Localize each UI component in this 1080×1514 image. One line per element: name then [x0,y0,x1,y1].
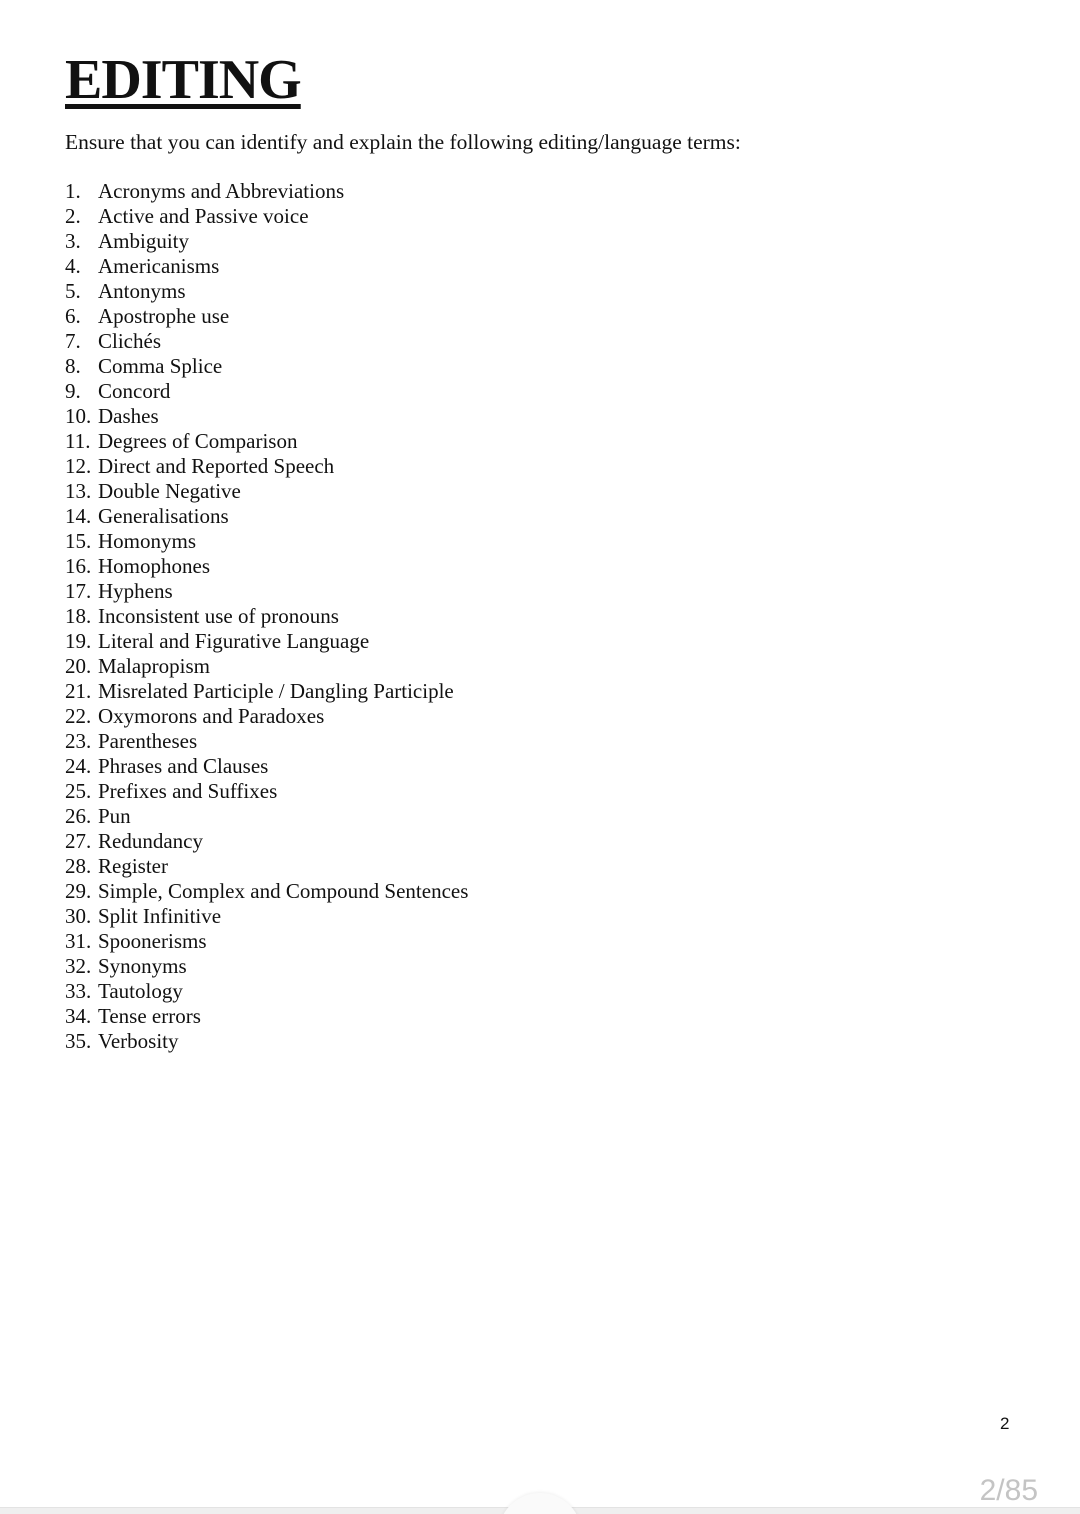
list-item [65,429,468,454]
list-item-number: 26. [65,804,92,828]
list-item-number: 18. [65,604,92,628]
page-title: EDITING [65,49,301,111]
list-item-number: 9. [65,379,81,403]
intro-text: Ensure that you can identify and explain the following editing/language terms: [65,130,741,154]
list-item-number: 7. [65,329,81,353]
list-item-label: Split Infinitive [98,904,222,928]
list-item-number: 15. [65,529,92,553]
list-item-label: Degrees of Comparison [98,429,298,453]
list-item-number: 23. [65,729,92,753]
list-item-number: 30. [65,904,92,928]
list-item-number: 25. [65,779,92,803]
list-item [65,629,468,654]
list-item-label: Prefixes and Suffixes [98,779,278,803]
terms-list [65,179,468,1054]
list-item-number: 8. [65,354,81,378]
list-item-number: 14. [65,504,92,528]
list-item-label: Apostrophe use [98,304,230,328]
list-item-label: Acronyms and Abbreviations [98,179,345,203]
list-item-number: 24. [65,754,92,778]
list-item [65,904,468,929]
list-item-number: 32. [65,954,92,978]
list-item [65,379,468,404]
list-item [65,279,468,304]
list-item [65,529,468,554]
page-counter: 2/85 [979,1474,1038,1507]
list-item [65,1004,468,1029]
scroll-handle[interactable] [498,1493,582,1514]
list-item-number: 21. [65,679,92,703]
list-item-label: Homophones [98,554,210,578]
list-item-number: 3. [65,229,81,253]
list-item-label: Literal and Figurative Language [98,629,370,653]
list-item-number: 5. [65,279,81,303]
list-item [65,579,468,604]
list-item [65,304,468,329]
list-item-number: 6. [65,304,81,328]
list-item [65,179,468,204]
list-item-label: Americanisms [98,254,220,278]
list-item-number: 13. [65,479,92,503]
list-item-label: Homonyms [98,529,197,553]
list-item [65,204,468,229]
list-item-number: 29. [65,879,92,903]
list-item [65,329,468,354]
list-item [65,229,468,254]
list-item-label: Dashes [98,404,159,428]
list-item [65,779,468,804]
list-item-label: Pun [98,804,131,828]
list-item [65,829,468,854]
list-item-number: 19. [65,629,92,653]
list-item [65,754,468,779]
list-item-label: Spoonerisms [98,929,207,953]
list-item-label: Misrelated Participle / Dangling Participle [98,679,454,703]
list-item-label: Simple, Complex and Compound Sentences [98,879,469,903]
list-item-number: 2. [65,204,81,228]
list-item-label: Inconsistent use of pronouns [98,604,339,628]
list-item-number: 16. [65,554,92,578]
list-item-label: Tautology [98,979,183,1003]
list-item-label: Ambiguity [98,229,190,253]
list-item [65,1029,468,1054]
list-item [65,954,468,979]
list-item-number: 4. [65,254,81,278]
list-item-label: Antonyms [98,279,186,303]
list-item-number: 22. [65,704,92,728]
list-item-label: Comma Splice [98,354,223,378]
list-item-label: Hyphens [98,579,173,603]
list-item-label: Active and Passive voice [98,204,309,228]
list-item-number: 27. [65,829,92,853]
list-item-label: Phrases and Clauses [98,754,269,778]
list-item-number: 33. [65,979,92,1003]
list-item [65,479,468,504]
list-item [65,454,468,479]
list-item-label: Concord [98,379,171,403]
list-item [65,504,468,529]
list-item-label: Generalisations [98,504,229,528]
list-item-label: Tense errors [98,1004,201,1028]
list-item-label: Direct and Reported Speech [98,454,335,478]
list-item [65,604,468,629]
list-item [65,879,468,904]
list-item-label: Register [98,854,168,878]
list-item [65,854,468,879]
list-item [65,979,468,1004]
list-item-number: 12. [65,454,92,478]
list-item-number: 28. [65,854,92,878]
list-item-number: 31. [65,929,92,953]
list-item-number: 10. [65,404,92,428]
list-item-label: Malapropism [98,654,210,678]
list-item-number: 11. [65,429,91,453]
list-item-number: 20. [65,654,92,678]
list-item [65,354,468,379]
list-item-number: 34. [65,1004,92,1028]
list-item-label: Oxymorons and Paradoxes [98,704,325,728]
list-item [65,404,468,429]
list-item-label: Redundancy [98,829,203,853]
list-item [65,929,468,954]
page-number: 2 [1000,1414,1010,1433]
list-item-label: Synonyms [98,954,187,978]
list-item [65,679,468,704]
list-item [65,729,468,754]
list-item-label: Clichés [98,329,161,353]
list-item [65,254,468,279]
list-item-label: Verbosity [98,1029,179,1053]
list-item-label: Double Negative [98,479,241,503]
list-item-number: 35. [65,1029,92,1053]
list-item [65,704,468,729]
list-item-number: 17. [65,579,92,603]
list-item [65,804,468,829]
list-item [65,554,468,579]
list-item-label: Parentheses [98,729,198,753]
list-item [65,654,468,679]
list-item-number: 1. [65,179,81,203]
